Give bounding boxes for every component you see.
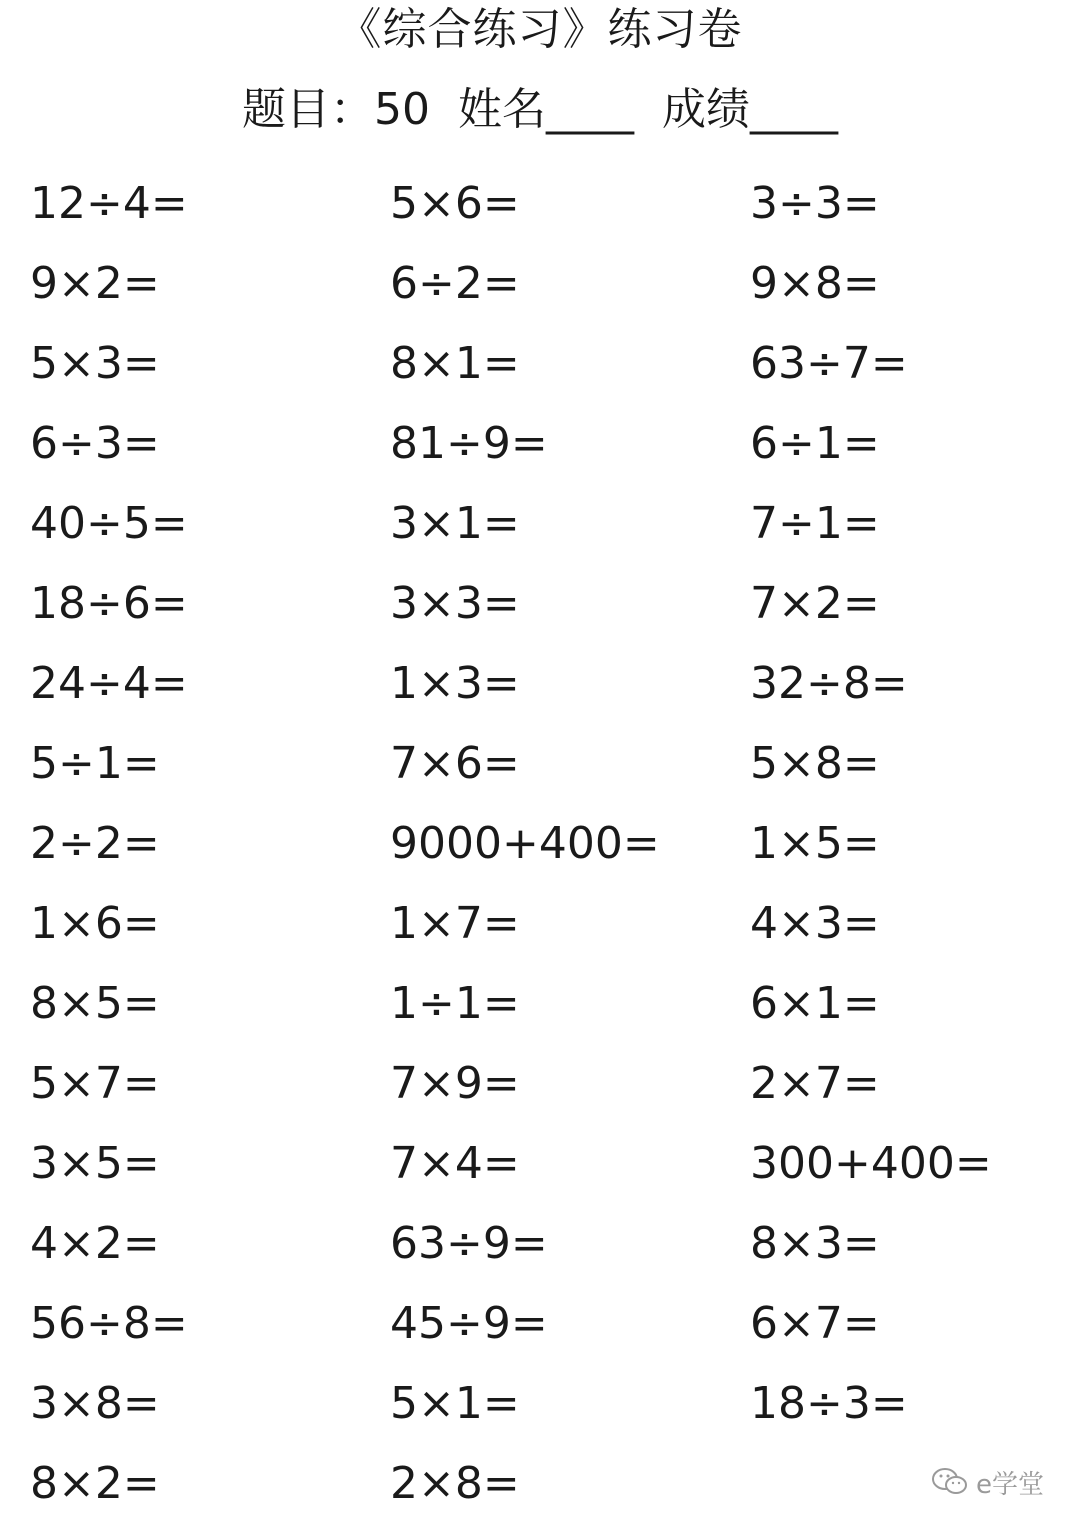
problem-item: 1×6= bbox=[30, 898, 160, 949]
problem-item: 81÷9= bbox=[390, 418, 548, 469]
problem-item: 9000+400= bbox=[390, 818, 660, 869]
problem-item: 7÷1= bbox=[750, 498, 880, 549]
page-title: 《综合练习》练习卷 bbox=[337, 4, 743, 55]
wechat-icon bbox=[930, 1466, 970, 1498]
problem-item: 6÷1= bbox=[750, 418, 880, 469]
watermark-text: e学堂 bbox=[976, 1469, 1044, 1500]
problem-item: 3×5= bbox=[30, 1138, 160, 1189]
problem-item: 4×2= bbox=[30, 1218, 160, 1269]
problem-item: 6÷2= bbox=[390, 258, 520, 309]
problem-item: 1÷1= bbox=[390, 978, 520, 1029]
problem-item: 63÷7= bbox=[750, 338, 908, 389]
problem-item: 8×5= bbox=[30, 978, 160, 1029]
problem-grid bbox=[0, 164, 1080, 1524]
problem-item: 5÷1= bbox=[30, 738, 160, 789]
problem-item: 45÷9= bbox=[390, 1298, 548, 1349]
problem-item: 300+400= bbox=[750, 1138, 992, 1189]
problem-item: 3×1= bbox=[390, 498, 520, 549]
problem-item: 5×6= bbox=[390, 178, 520, 229]
problem-item: 63÷9= bbox=[390, 1218, 548, 1269]
problem-item: 1×5= bbox=[750, 818, 880, 869]
watermark bbox=[930, 1464, 1044, 1500]
problem-item: 9×8= bbox=[750, 258, 880, 309]
problem-item: 5×3= bbox=[30, 338, 160, 389]
problem-item: 56÷8= bbox=[30, 1298, 188, 1349]
problem-item: 5×1= bbox=[390, 1378, 520, 1429]
problem-item: 5×8= bbox=[750, 738, 880, 789]
worksheet-info: 题目：50 姓名____ 成绩____ bbox=[242, 84, 838, 135]
problem-item: 2÷2= bbox=[30, 818, 160, 869]
problem-item: 8×3= bbox=[750, 1218, 880, 1269]
problem-item: 7×2= bbox=[750, 578, 880, 629]
problem-item: 6×7= bbox=[750, 1298, 880, 1349]
problem-item: 24÷4= bbox=[30, 658, 188, 709]
problem-item: 6÷3= bbox=[30, 418, 160, 469]
problem-item: 8×1= bbox=[390, 338, 520, 389]
problem-item: 32÷8= bbox=[750, 658, 908, 709]
problem-item: 3×3= bbox=[390, 578, 520, 629]
problem-item: 4×3= bbox=[750, 898, 880, 949]
problem-item: 12÷4= bbox=[30, 178, 188, 229]
problem-item: 7×9= bbox=[390, 1058, 520, 1109]
problem-item: 18÷3= bbox=[750, 1378, 908, 1429]
problem-item: 6×1= bbox=[750, 978, 880, 1029]
problem-item: 8×2= bbox=[30, 1458, 160, 1509]
problem-item: 1×3= bbox=[390, 658, 520, 709]
problem-item: 5×7= bbox=[30, 1058, 160, 1109]
problem-item: 3×8= bbox=[30, 1378, 160, 1429]
problem-item: 7×6= bbox=[390, 738, 520, 789]
problem-item: 40÷5= bbox=[30, 498, 188, 549]
problem-item: 7×4= bbox=[390, 1138, 520, 1189]
problem-item: 18÷6= bbox=[30, 578, 188, 629]
problem-item: 3÷3= bbox=[750, 178, 880, 229]
problem-item: 2×7= bbox=[750, 1058, 880, 1109]
problem-item: 2×8= bbox=[390, 1458, 520, 1509]
problem-item: 1×7= bbox=[390, 898, 520, 949]
problem-item: 9×2= bbox=[30, 258, 160, 309]
